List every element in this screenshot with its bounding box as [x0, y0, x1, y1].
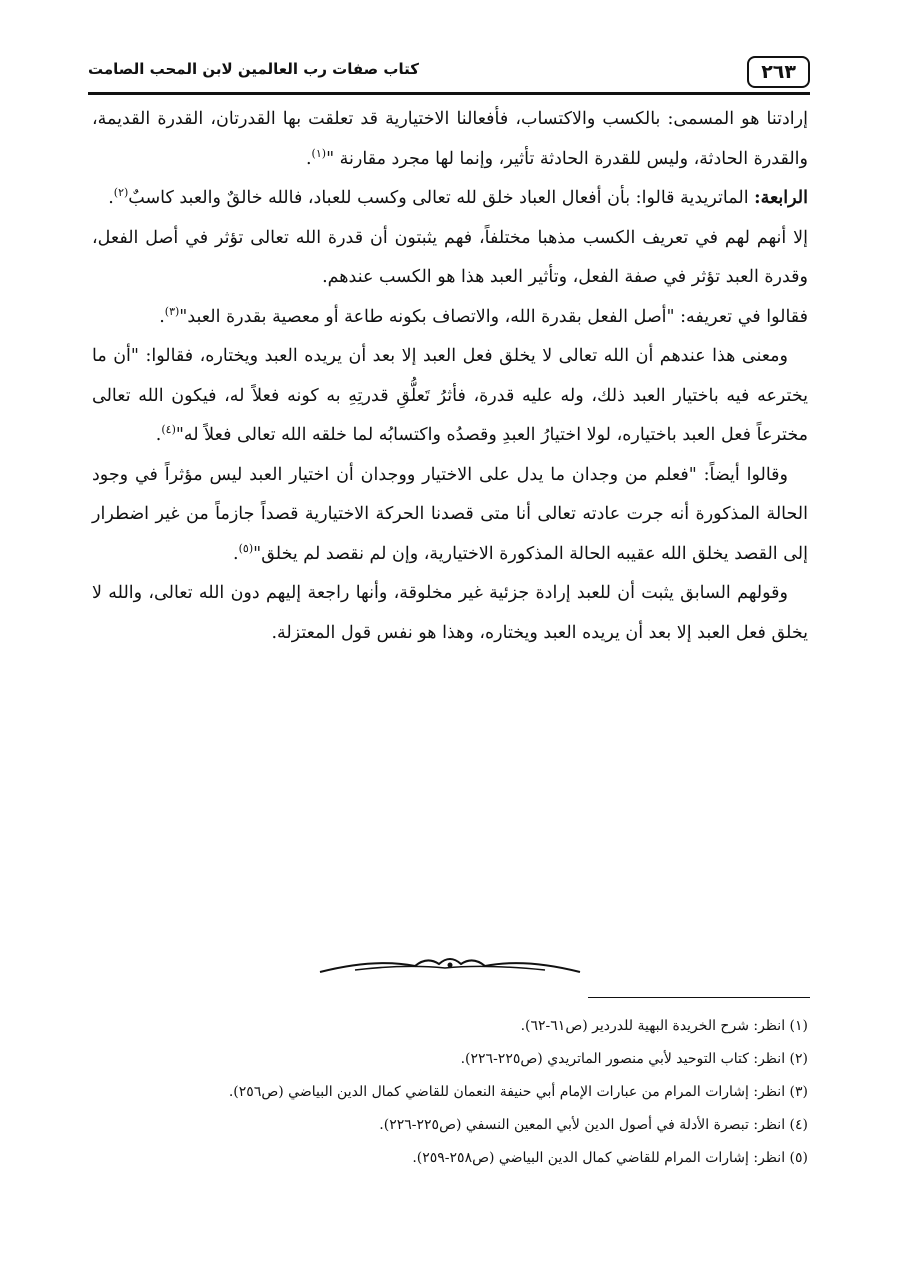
footnote-ref-1[interactable]: (١) [311, 146, 327, 160]
paragraph-5 [92, 337, 808, 456]
paragraph-1-end: . [305, 148, 312, 169]
paragraph-6-end: . [233, 543, 239, 564]
footnote-4: (٤) انظر: تبصرة الأدلة في أصول الدين لأبي المعين النسفي (ص٢٢٥-٢٢٦). [379, 1117, 808, 1133]
paragraph-1-text: إرادتنا هو المسمى: بالكسب والاكتساب، فأفعالنا الاختيارية قد تعلقت بها القدرتان، القدرة القديمة، والقدرة الحادثة، وليس للقدرة الحادثة تأثير، وإنما لها مجرد مقارنة " [92, 109, 808, 169]
footnote-ref-4[interactable]: (٤) [161, 423, 176, 437]
paragraph-1 [92, 100, 808, 179]
footnote-5: (٥) انظر: إشارات المرام للقاضي كمال الدين البياضي (ص٢٥٨-٢٥٩). [412, 1150, 808, 1166]
header-divider [88, 92, 810, 95]
footnote-3: (٣) انظر: إشارات المرام من عبارات الإمام أبي حنيفة النعمان للقاضي كمال الدين البياضي (ص٢٥٦). [228, 1084, 808, 1100]
paragraph-5-end: . [155, 425, 162, 445]
decorative-flourish-icon [315, 950, 585, 990]
paragraph-4-end: . [159, 306, 165, 327]
paragraph-3: إلا أنهم لهم في تعريف الكسب مذهبا مختلفاً، فهم يثبتون أن قدرة الله تعالى تؤثر في أصل الفعل، وقدرة العبد تؤثر في صفة الفعل، وتأثير العبد هذا هو الكسب عندهم. [92, 227, 808, 287]
book-title: كتاب صفات رب العالمين لابن المحب الصامت [88, 60, 419, 78]
paragraph-4 [92, 298, 808, 338]
paragraph-2 [92, 179, 808, 219]
paragraph-5-text: ومعنى هذا عندهم أن الله تعالى لا يخلق فعل العبد إلا بعد أن يريده العبد ويختاره، فقالوا: "أن ما يخترعه فيه باختيار العبد ذلك، وله عليه قدرة، فأثرُ تَعلُّقِ قدرتِهِ به كونه فعلاً له، فيكون الله تعالى مخترعاً فعل العبد باختياره، لولا اختيارُ العبدِ وقصدُه واكتسابُه لما خلقه الله تعالى فعلاً له" [92, 346, 808, 445]
footnote-divider [588, 997, 810, 998]
paragraph-6 [92, 456, 808, 575]
footnote-2: (٢) انظر: كتاب التوحيد لأبي منصور الماتريدي (ص٢٢٥-٢٢٦). [460, 1051, 808, 1067]
page-header [88, 50, 810, 88]
footnote-1: (١) انظر: شرح الخريدة البهية للدردير (ص٦١-٦٢). [520, 1018, 808, 1034]
paragraph-7: وقولهم السابق يثبت أن للعبد إرادة جزئية غير مخلوقة، وأنها راجعة إليهم دون الله تعالى، والله لا يخلق فعل العبد إلا بعد أن يريده العبد ويختاره، وهذا هو نفس قول المعتزلة. [92, 583, 808, 643]
page-number: ٢٦٣ [747, 56, 810, 88]
paragraph-6-text: وقالوا أيضاً: "فعلم من وجدان ما يدل على الاختيار ووجدان أن اختيار العبد ليس مؤثراً في وجود الحالة المذكورة أنه جرت عادته تعالى أنا متى قصدنا الحركة الاختيارية قصداً جازماً من غير اضطرار إلى القصد يخلق الله عقيبه الحالة المذكورة الاختيارية، وإن لم نقصد لم يخلق" [92, 464, 808, 564]
paragraph-2-text: الماتريدية قالوا: بأن أفعال العباد خلق لله تعالى وكسب للعباد، فالله خالقٌ والعبد كاسبٌ [128, 188, 755, 208]
footnote-ref-3[interactable]: (٣) [164, 304, 180, 318]
footnote-ref-5[interactable]: (٥) [238, 541, 254, 555]
paragraph-4-text: فقالوا في تعريفه: "أصل الفعل بقدرة الله، والاتصاف بكونه طاعة أو معصية بقدرة العبد" [179, 306, 808, 327]
paragraph-2-end: . [108, 188, 114, 208]
footnotes [92, 1010, 808, 1175]
footnote-ref-2[interactable]: (٢) [113, 186, 129, 200]
section-term: الرابعة: [754, 188, 808, 208]
main-text [92, 100, 808, 653]
